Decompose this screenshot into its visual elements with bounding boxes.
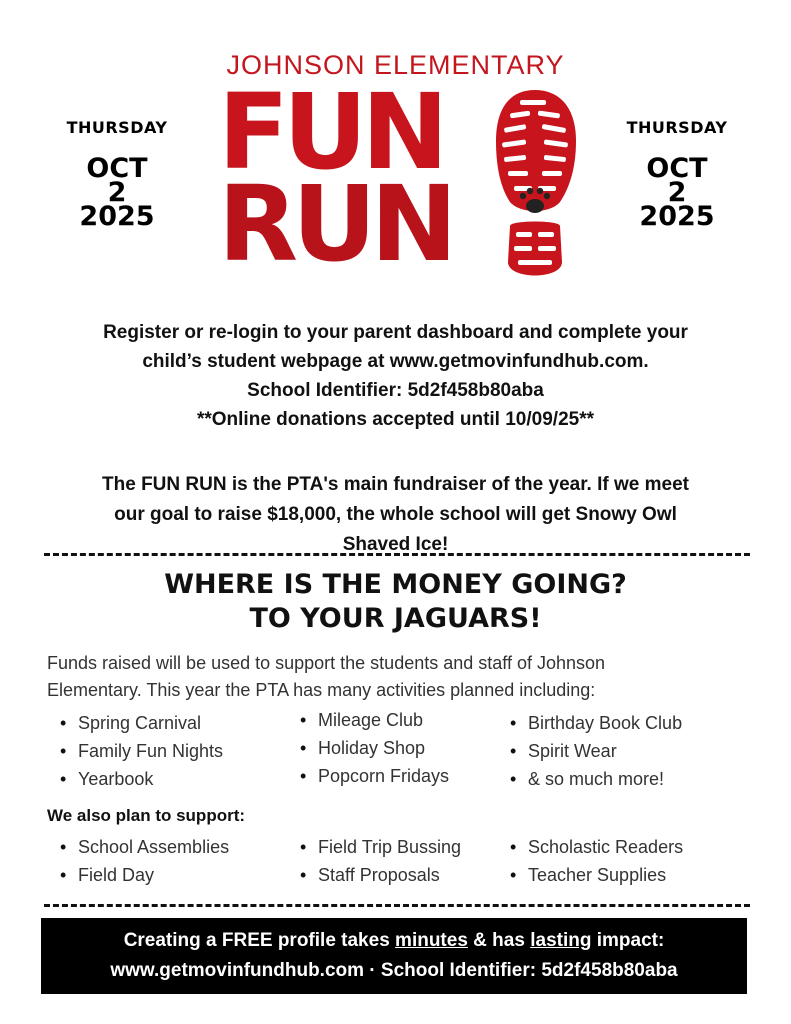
support-list-col2 [296,833,461,889]
intro-line: Register or re-login to your parent dashboard and complete your [103,322,688,343]
activities-list-col3 [506,709,682,793]
divider [44,904,750,907]
fundraiser-line: The FUN RUN is the PTA's main fundraiser of the year. If we meet [102,474,689,495]
list-item: • Field Trip Bussing [296,833,461,861]
title-run: RUN [218,163,452,285]
intro-line: child’s student webpage at www.getmovinfundhub.com. [142,351,649,372]
funds-line: Elementary. This year the PTA has many activities planned including: [47,680,596,700]
list-item: • Spirit Wear [506,737,682,765]
event-day-number: 2 [107,177,127,208]
support-list-col3 [506,833,683,889]
list-item: • Mileage Club [296,706,449,734]
event-day-number: 2 [667,177,687,208]
support-list-col1 [56,833,229,889]
footer-tagline [41,926,747,956]
list-item: • Field Day [56,861,229,889]
school-identifier: School Identifier: 5d2f458b80aba [247,380,544,401]
funds-description [47,650,767,704]
list-item: • Staff Proposals [296,861,461,889]
event-weekday: THURSDAY [66,118,168,137]
list-item: • School Assemblies [56,833,229,861]
list-item: • Yearbook [56,765,223,793]
fundraiser-line: Shaved Ice! [342,534,449,555]
list-item: • Birthday Book Club [506,709,682,737]
heading-line: TO YOUR JAGUARS! [249,603,542,634]
school-name: JOHNSON ELEMENTARY [226,50,565,80]
list-item: • Spring Carnival [56,709,223,737]
event-year: 2025 [79,201,155,232]
list-item: • & so much more! [506,765,682,793]
event-title [218,71,498,285]
footer-emphasis: lasting [530,930,592,951]
heading-line: WHERE IS THE MONEY GOING? [164,569,627,600]
list-item: • Popcorn Fridays [296,762,449,790]
footer-emphasis: minutes [395,930,468,951]
event-date-left [32,118,202,232]
support-heading: We also plan to support: [47,806,246,825]
event-weekday: THURSDAY [626,118,728,137]
shoe-print-paw-icon [490,86,580,286]
money-heading [0,568,791,636]
fundraiser-line: our goal to raise $18,000, the whole school will get Snowy Owl [114,504,677,525]
event-month: OCT [646,153,708,184]
list-item: • Family Fun Nights [56,737,223,765]
event-month: OCT [86,153,148,184]
event-date-right [592,118,762,232]
footer-banner [41,918,747,994]
divider [44,553,750,556]
fundraiser-goal [20,470,771,560]
event-year: 2025 [639,201,715,232]
registration-info [20,318,771,434]
title-fun: FUN [218,71,443,193]
footer-website: www.getmovinfundhub.com · School Identifier: 5d2f458b80aba [110,960,678,981]
donation-deadline: **Online donations accepted until 10/09/25** [196,409,594,430]
footer-text: & has [467,930,531,951]
footer-text: impact: [591,930,665,951]
funds-line: Funds raised will be used to support the students and staff of Johnson [47,653,606,673]
list-item: • Scholastic Readers [506,833,683,861]
list-item: • Teacher Supplies [506,861,683,889]
activities-list-col2 [296,706,449,790]
activities-list-col1 [56,709,223,793]
footer-text: Creating a FREE profile takes [123,930,396,951]
list-item: • Holiday Shop [296,734,449,762]
